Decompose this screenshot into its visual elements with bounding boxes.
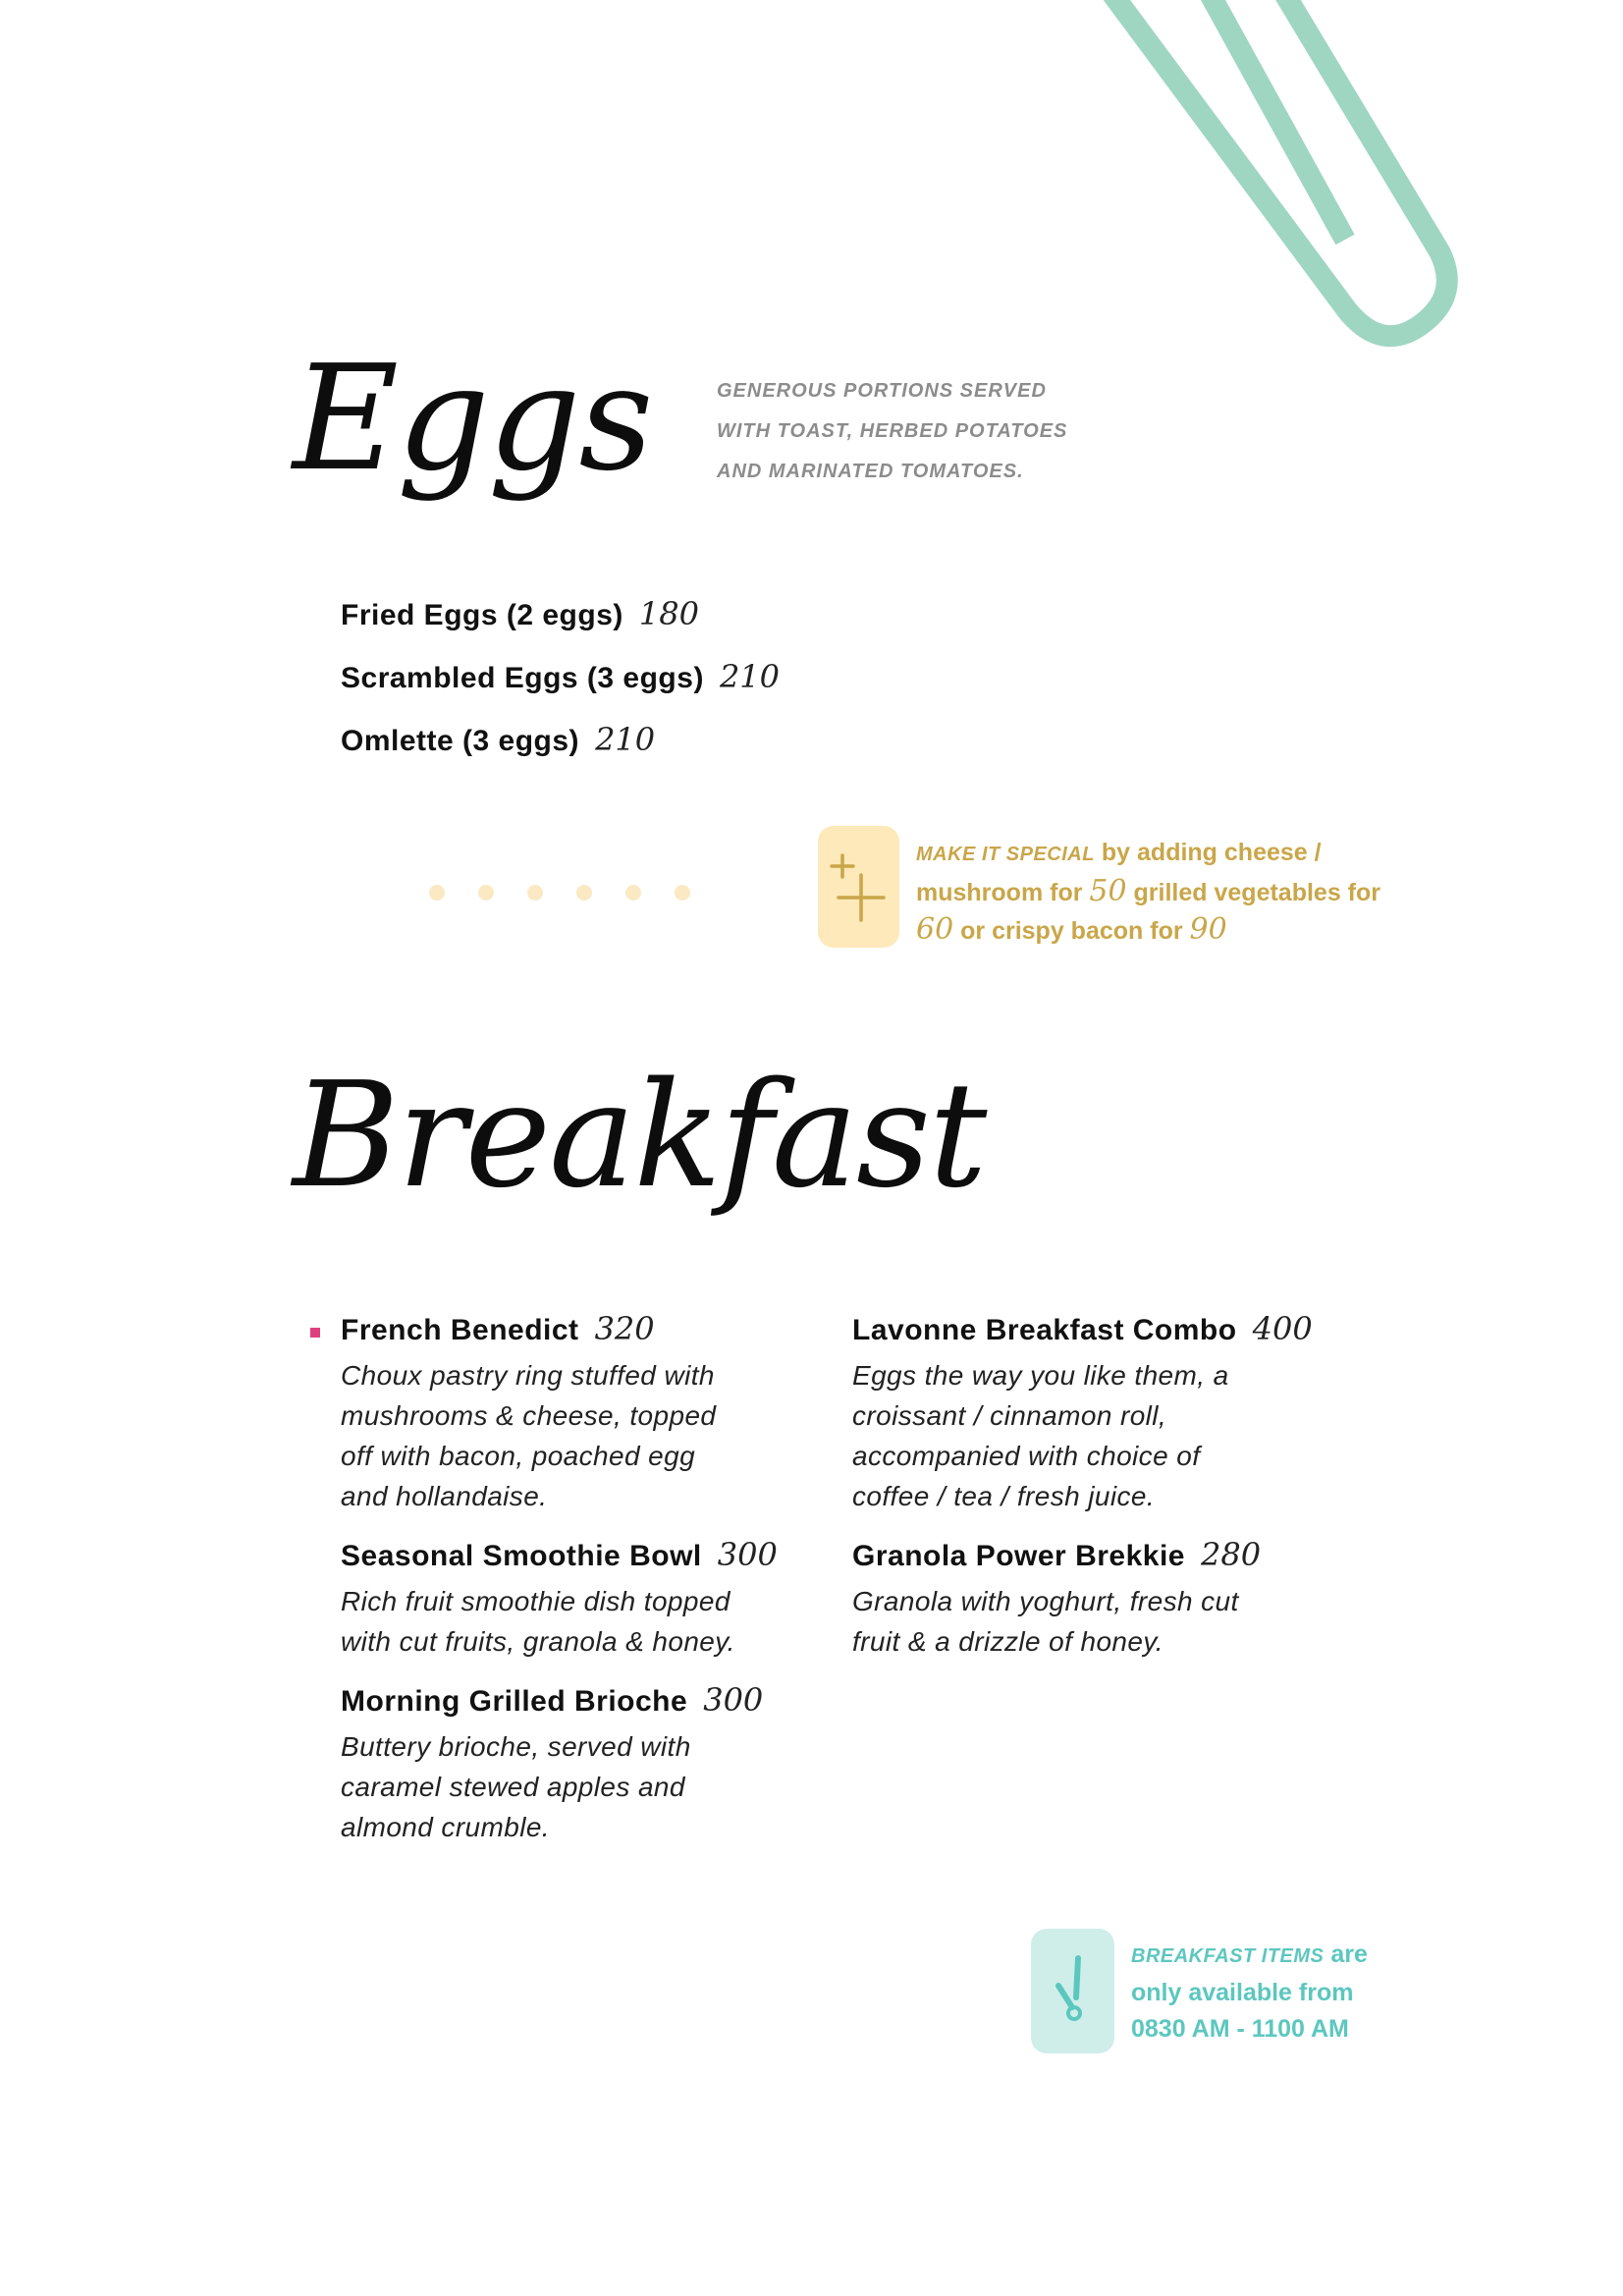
breakfast-column-left (341, 1310, 812, 1867)
egg-item-price: 180 (638, 595, 699, 632)
breakfast-item (341, 1536, 812, 1662)
spoon-icon (1031, 1929, 1114, 2053)
hours-note (1131, 1937, 1426, 2048)
dot (478, 885, 494, 901)
breakfast-item-description: Rich fruit smoothie dish topped with cut fruits, granola & honey. (341, 1586, 735, 1657)
egg-item-name: Omlette (3 eggs) (341, 725, 580, 757)
eggs-note-line: GENEROUS PORTIONS SERVED (717, 380, 1047, 402)
egg-item-name: Fried Eggs (2 eggs) (341, 599, 623, 631)
breakfast-item-description: Granola with yoghurt, fresh cut fruit & a drizzle of honey. (852, 1586, 1239, 1657)
hours-time: 0830 AM - 1100 AM (1131, 2015, 1349, 2043)
breakfast-item-name: French Benedict (341, 1314, 579, 1346)
special-text: or crispy bacon for (953, 917, 1190, 945)
eggs-note (717, 371, 1129, 492)
breakfast-title: Breakfast (293, 1051, 986, 1220)
dot (625, 885, 641, 901)
breakfast-item-price: 300 (717, 1536, 778, 1573)
hours-text: are (1324, 1941, 1368, 1968)
breakfast-item (341, 1310, 812, 1516)
breakfast-item-name: Morning Grilled Brioche (341, 1685, 688, 1718)
eggs-note-line: AND MARINATED TOMATOES. (717, 461, 1024, 482)
breakfast-item (852, 1536, 1324, 1662)
plus-icon (818, 826, 899, 948)
special-price: 50 (1089, 874, 1127, 908)
breakfast-item-price: 320 (594, 1310, 655, 1347)
special-text: grilled vegetables for (1126, 879, 1381, 906)
breakfast-item-price: 300 (703, 1681, 764, 1719)
breakfast-item-name: Granola Power Brekkie (852, 1540, 1185, 1572)
breakfast-item (341, 1681, 812, 1847)
egg-item (341, 721, 780, 784)
breakfast-column-right (852, 1310, 1324, 1681)
special-text: by adding cheese / mushroom for (916, 839, 1322, 906)
dot (527, 885, 543, 901)
special-price: 90 (1189, 912, 1227, 947)
dot (576, 885, 592, 901)
breakfast-item-price: 400 (1252, 1310, 1313, 1347)
decorative-hook-shape (0, 0, 1623, 393)
breakfast-item-price: 280 (1200, 1536, 1262, 1573)
eggs-note-line: WITH TOAST, HERBED POTATOES (717, 420, 1068, 442)
egg-item (341, 658, 780, 721)
breakfast-item-name: Seasonal Smoothie Bowl (341, 1540, 702, 1572)
egg-item-name: Scrambled Eggs (3 eggs) (341, 662, 704, 694)
egg-item (341, 595, 780, 658)
dot (429, 885, 445, 901)
breakfast-item-name: Lavonne Breakfast Combo (852, 1314, 1237, 1346)
special-price: 60 (916, 912, 954, 947)
dot (675, 885, 690, 901)
special-badge (818, 826, 899, 948)
eggs-list (341, 595, 780, 784)
special-lead: MAKE IT SPECIAL (916, 844, 1095, 865)
decorative-dots (429, 885, 690, 901)
item-marker (310, 1328, 320, 1338)
special-note (916, 835, 1407, 950)
egg-item-price: 210 (719, 658, 781, 695)
egg-item-price: 210 (595, 721, 656, 758)
breakfast-item-description: Eggs the way you like them, a croissant / cinnamon roll, accompanied with choice of coffee / tea / fresh juice. (852, 1360, 1229, 1511)
breakfast-item (852, 1310, 1324, 1516)
breakfast-item-description: Choux pastry ring stuffed with mushrooms & cheese, topped off with bacon, poached egg and hollandaise. (341, 1360, 717, 1511)
breakfast-item-description: Buttery brioche, served with caramel stewed apples and almond crumble. (341, 1731, 691, 1842)
hours-badge (1031, 1929, 1114, 2053)
eggs-title: Eggs (293, 334, 652, 503)
hours-text: only available from (1131, 1979, 1354, 2006)
hours-lead: BREAKFAST ITEMS (1131, 1945, 1325, 1967)
